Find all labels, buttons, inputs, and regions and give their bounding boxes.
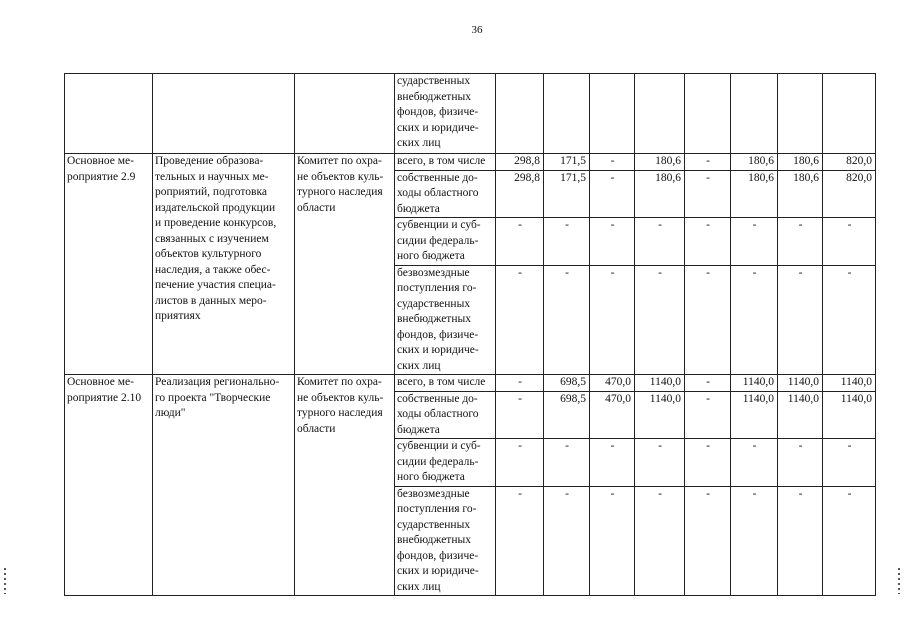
funding-source-cell: всего, в том числе — [395, 154, 496, 171]
value-cell: 180,6 — [635, 170, 685, 218]
value-cell: - — [685, 154, 731, 171]
value-cell: - — [590, 154, 635, 171]
value-cell: - — [635, 218, 685, 266]
value-cell: 180,6 — [635, 154, 685, 171]
value-cell: - — [685, 218, 731, 266]
value-cell: - — [635, 265, 685, 375]
activity-id-cell: Основное ме- роприятие 2.9 — [65, 154, 153, 375]
value-cell: - — [496, 218, 544, 266]
value-cell: 698,5 — [544, 391, 590, 439]
value-cell — [778, 74, 823, 154]
value-cell: - — [685, 170, 731, 218]
value-cell: - — [778, 439, 823, 487]
executor-cell — [295, 74, 395, 154]
value-cell: - — [731, 486, 778, 596]
value-cell — [544, 74, 590, 154]
funding-source-cell: сударственных внебюджетных фондов, физиче- ских и юридиче- ских лиц — [395, 74, 496, 154]
value-cell: - — [823, 486, 876, 596]
value-cell: - — [778, 265, 823, 375]
value-cell: - — [590, 439, 635, 487]
value-cell: - — [685, 439, 731, 487]
value-cell: 180,6 — [731, 170, 778, 218]
value-cell: 470,0 — [590, 391, 635, 439]
value-cell: 1140,0 — [731, 391, 778, 439]
value-cell — [731, 74, 778, 154]
value-cell: 298,8 — [496, 154, 544, 171]
value-cell: - — [544, 218, 590, 266]
value-cell: 171,5 — [544, 154, 590, 171]
value-cell: 1140,0 — [635, 375, 685, 392]
value-cell: - — [685, 375, 731, 392]
activity-id-cell: Основное ме- роприятие 2.10 — [65, 375, 153, 596]
value-cell — [590, 74, 635, 154]
funding-source-cell: собственные до- ходы областного бюджета — [395, 391, 496, 439]
value-cell: 180,6 — [731, 154, 778, 171]
value-cell — [496, 74, 544, 154]
value-cell: - — [635, 486, 685, 596]
value-cell: 171,5 — [544, 170, 590, 218]
value-cell: - — [823, 439, 876, 487]
value-cell: 1140,0 — [823, 375, 876, 392]
value-cell: - — [496, 439, 544, 487]
funding-source-cell: субвенции и суб- сидии федераль- ного бюджета — [395, 439, 496, 487]
value-cell: - — [544, 486, 590, 596]
value-cell — [823, 74, 876, 154]
table-row — [65, 375, 876, 392]
value-cell: - — [590, 218, 635, 266]
value-cell: - — [685, 486, 731, 596]
value-cell: 1140,0 — [635, 391, 685, 439]
funding-source-cell: безвозмездные поступления го- сударственных внебюджетных фондов, физиче- ских и юридиче- ских лиц — [395, 265, 496, 375]
executor-cell: Комитет по охра- не объектов куль- турного наследия области — [295, 375, 395, 596]
value-cell: - — [496, 375, 544, 392]
funding-source-cell: собственные до- ходы областного бюджета — [395, 170, 496, 218]
value-cell: - — [496, 486, 544, 596]
value-cell — [635, 74, 685, 154]
value-cell: - — [496, 265, 544, 375]
activity-description-cell — [153, 74, 295, 154]
value-cell: - — [778, 486, 823, 596]
value-cell: - — [778, 218, 823, 266]
value-cell: 820,0 — [823, 170, 876, 218]
right-edge-mark — [898, 568, 900, 594]
value-cell: - — [544, 265, 590, 375]
funding-source-cell: безвозмездные поступления го- сударственных внебюджетных фондов, физиче- ских и юридиче- ских лиц — [395, 486, 496, 596]
value-cell: - — [823, 265, 876, 375]
activity-description-cell: Проведение образова- тельных и научных ме- роприятий, подготовка издательской продукции и проведение конкурсов, связанных с изучением объектов культурного наследия, а также обес- печение участия специа- листов в данных меро- приятиях — [153, 154, 295, 375]
value-cell: - — [731, 439, 778, 487]
executor-cell: Комитет по охра- не объектов куль- турного наследия области — [295, 154, 395, 375]
funding-source-cell: всего, в том числе — [395, 375, 496, 392]
value-cell: 1140,0 — [778, 391, 823, 439]
activity-description-cell: Реализация регионально- го проекта "Творческие люди" — [153, 375, 295, 596]
value-cell: - — [544, 439, 590, 487]
value-cell: - — [590, 486, 635, 596]
value-cell: 820,0 — [823, 154, 876, 171]
funding-source-cell: субвенции и суб- сидии федераль- ного бюджета — [395, 218, 496, 266]
value-cell: - — [823, 218, 876, 266]
value-cell: 298,8 — [496, 170, 544, 218]
value-cell: - — [685, 265, 731, 375]
left-edge-mark — [4, 568, 6, 594]
activity-id-cell — [65, 74, 153, 154]
value-cell: - — [731, 218, 778, 266]
value-cell: 698,5 — [544, 375, 590, 392]
value-cell: 1140,0 — [778, 375, 823, 392]
table-row — [65, 74, 876, 154]
budget-table — [64, 73, 876, 596]
value-cell: 1140,0 — [823, 391, 876, 439]
value-cell: 1140,0 — [731, 375, 778, 392]
value-cell — [685, 74, 731, 154]
value-cell: 470,0 — [590, 375, 635, 392]
value-cell: - — [685, 391, 731, 439]
value-cell: - — [590, 265, 635, 375]
value-cell: - — [731, 265, 778, 375]
value-cell: 180,6 — [778, 154, 823, 171]
value-cell: - — [496, 391, 544, 439]
value-cell: - — [635, 439, 685, 487]
page-number: 36 — [471, 24, 483, 36]
value-cell: 180,6 — [778, 170, 823, 218]
table-row — [65, 154, 876, 171]
value-cell: - — [590, 170, 635, 218]
